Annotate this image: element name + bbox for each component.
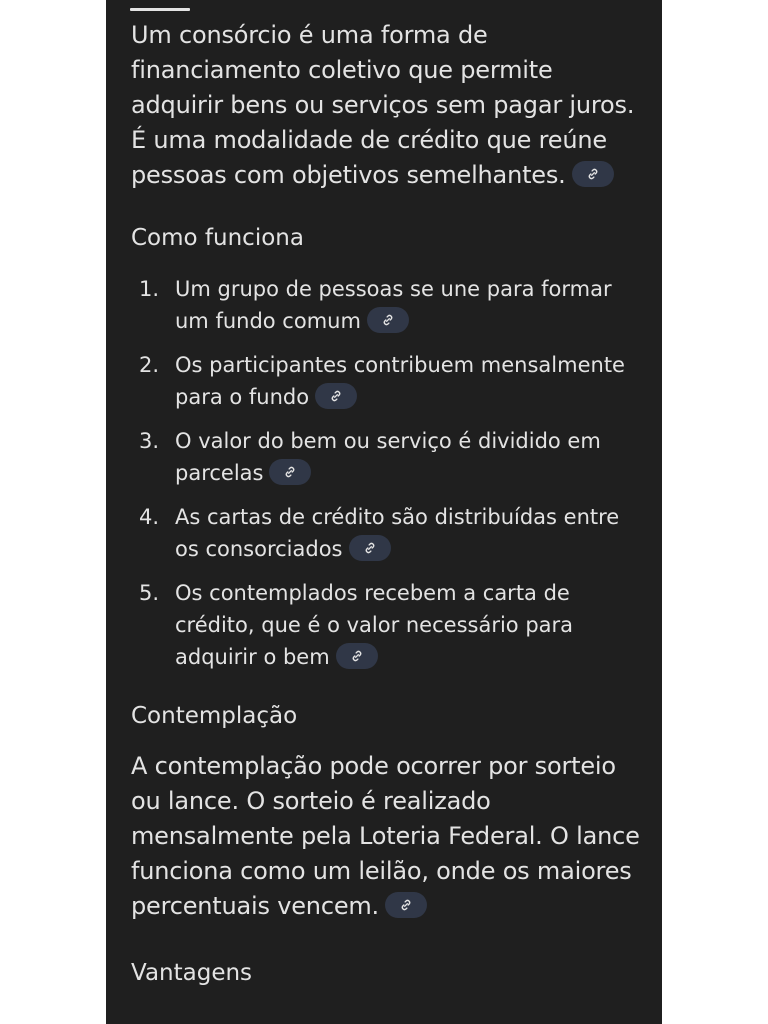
source-link-chip[interactable]: [269, 459, 311, 485]
list-item-number: 5.: [139, 581, 160, 605]
answer-content: [131, 16, 641, 988]
section-heading-vantagens: Vantagens: [131, 960, 253, 986]
list-item-number: 2.: [139, 353, 160, 377]
contemplacao-paragraph: [131, 749, 641, 924]
source-link-chip[interactable]: [349, 535, 391, 561]
list-item-text: O valor do bem ou serviço é dividido em parcelas: [175, 429, 601, 485]
link-icon: [381, 313, 395, 327]
list-item: [131, 273, 641, 337]
list-item: [131, 425, 641, 489]
list-item-text: Um grupo de pessoas se une para formar um fundo comum: [175, 277, 612, 333]
source-link-chip[interactable]: [315, 383, 357, 409]
intro-paragraph: [131, 18, 641, 193]
top-indicator-bar: [130, 8, 190, 11]
list-item: [131, 501, 641, 565]
intro-text: Um consórcio é uma forma de financiamento coletivo que permite adquirir bens ou serviços sem pagar juros. É uma modalidade de crédito que reúne pessoas com objetivos semelhantes.: [131, 21, 635, 189]
list-item: [131, 349, 641, 413]
list-item-number: 4.: [139, 505, 160, 529]
section-heading-contemplacao: Contemplação: [131, 703, 298, 729]
source-link-chip[interactable]: [572, 161, 614, 187]
list-item-text: Os participantes contribuem mensalmente para o fundo: [175, 353, 625, 409]
link-icon: [329, 389, 343, 403]
link-icon: [363, 541, 377, 555]
link-icon: [399, 898, 413, 912]
link-icon: [350, 649, 364, 663]
list-item-number: 3.: [139, 429, 160, 453]
link-icon: [283, 465, 297, 479]
list-item-text: As cartas de crédito são distribuídas entre os consorciados: [175, 505, 620, 561]
list-item-number: 1.: [139, 277, 160, 301]
section-heading-como-funciona: Como funciona: [131, 225, 304, 251]
screen: [106, 0, 662, 1024]
contemplacao-text: A contemplação pode ocorrer por sorteio ou lance. O sorteio é realizado mensalmente pela Loteria Federal. O lance funciona como um leilão, onde os maiores percentuais vencem.: [131, 752, 640, 920]
source-link-chip[interactable]: [336, 643, 378, 669]
list-item: [131, 577, 641, 673]
source-link-chip[interactable]: [385, 892, 427, 918]
list-item-text: Os contemplados recebem a carta de crédito, que é o valor necessário para adquirir o bem: [175, 581, 574, 669]
link-icon: [586, 167, 600, 181]
source-link-chip[interactable]: [367, 307, 409, 333]
steps-list: [131, 273, 641, 673]
